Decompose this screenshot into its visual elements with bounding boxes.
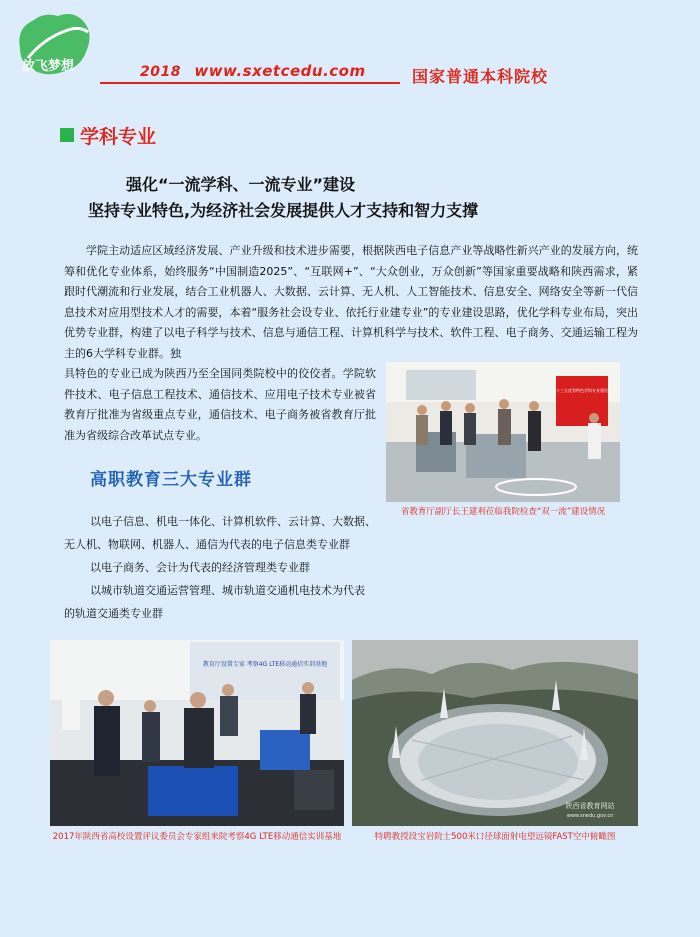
photo-lab-image: [50, 640, 344, 826]
logo-icon: [14, 8, 96, 80]
caption-inspection: 省教育厅副厅长王建利莅临我院检查“双一流”建设情况: [400, 507, 606, 517]
banner-text: 十三五优势特色学科专业建设: [556, 388, 608, 393]
group-line-4: 以城市轨道交通运营管理、城市轨道交通机电技术为代表: [90, 584, 365, 597]
vocational-title: 高职教育三大专业群: [90, 470, 252, 490]
photo-fast: [352, 640, 638, 826]
group-line-3: 以电子商务、会计为代表的经济管理类专业群: [90, 561, 310, 574]
section-title: 学科专业: [80, 126, 157, 148]
photo-lab: [50, 640, 344, 826]
headline-2: 坚持专业特色,为经济社会发展提供人才支持和智力支撑: [88, 201, 479, 220]
header-divider: [100, 82, 400, 84]
header-domain: www.sxetcedu.com: [194, 62, 366, 80]
headline-1: 强化“一流学科、一流专业”建设: [126, 175, 356, 194]
watermark-url: www.snedu.gov.cn: [566, 813, 614, 819]
photo-inspection: [386, 362, 620, 502]
section-marker-icon: [60, 128, 74, 142]
photo-fast-image: [352, 640, 638, 826]
logo-char-1: 放飞梦想: [22, 59, 75, 74]
intro-paragraph: 学院主动适应区域经济发展、产业升级和技术进步需要，根据陕西电子信息产业等战略性新兴产业的发展方向，统筹和优化专业体系，始终服务“中国制造2025”、“互联网+”、“大众创业，万众创新”等国家重要战略和陕西需求，紧跟时代潮流和行业发展，结合工业机器人、大数据、云计算、无人机、人工智能技术、信息安全、网络安全等新一代信息技术对应用型技术人才的需要，本着“服务社会设专业、依托行业建专业”的专业建设思路，优化学科专业布局，突出优势专业群，构建了以电子科学与技术、信息与通信工程、计算机科学与技术、软件工程、电子商务、交通运输工程为主的6大学科专业群。独: [64, 244, 638, 360]
intro-paragraph-continued: 具特色的专业已成为陕西乃至全国同类院校中的佼佼者。学院软件技术、电子信息工程技术、通信技术、应用电子技术专业被省教育厅批准为省级重点专业，通信技术、电子商务被省教育厅批准为省级综合改革试点专业。: [64, 367, 376, 442]
header-tag: 国家普通本科院校: [412, 67, 549, 86]
header-year: 2018: [140, 64, 181, 80]
caption-lab: 2017年陕西省高校设置评议委员会专家组来院考察4G LTE移动通信实训基地: [52, 832, 342, 842]
site-url: [140, 62, 366, 80]
caption-fast: 特聘教授段宝岩院士500米口径球面射电望远镜FAST空中俯瞰图: [374, 832, 616, 842]
photo-inspection-image: [386, 362, 620, 502]
watermark-text: 陕西省教育网站: [565, 802, 615, 810]
group-line-5: 的轨道交通类专业群: [64, 607, 163, 620]
lab-screen-text: 教育厅设置专家 考察4G LTE移动通信实训基地: [202, 661, 328, 668]
group-line-2: 无人机、物联网、机器人、通信为代表的电子信息类专业群: [64, 538, 350, 551]
group-line-1: 以电子信息、机电一体化、计算机软件、云计算、大数据、: [90, 515, 376, 528]
